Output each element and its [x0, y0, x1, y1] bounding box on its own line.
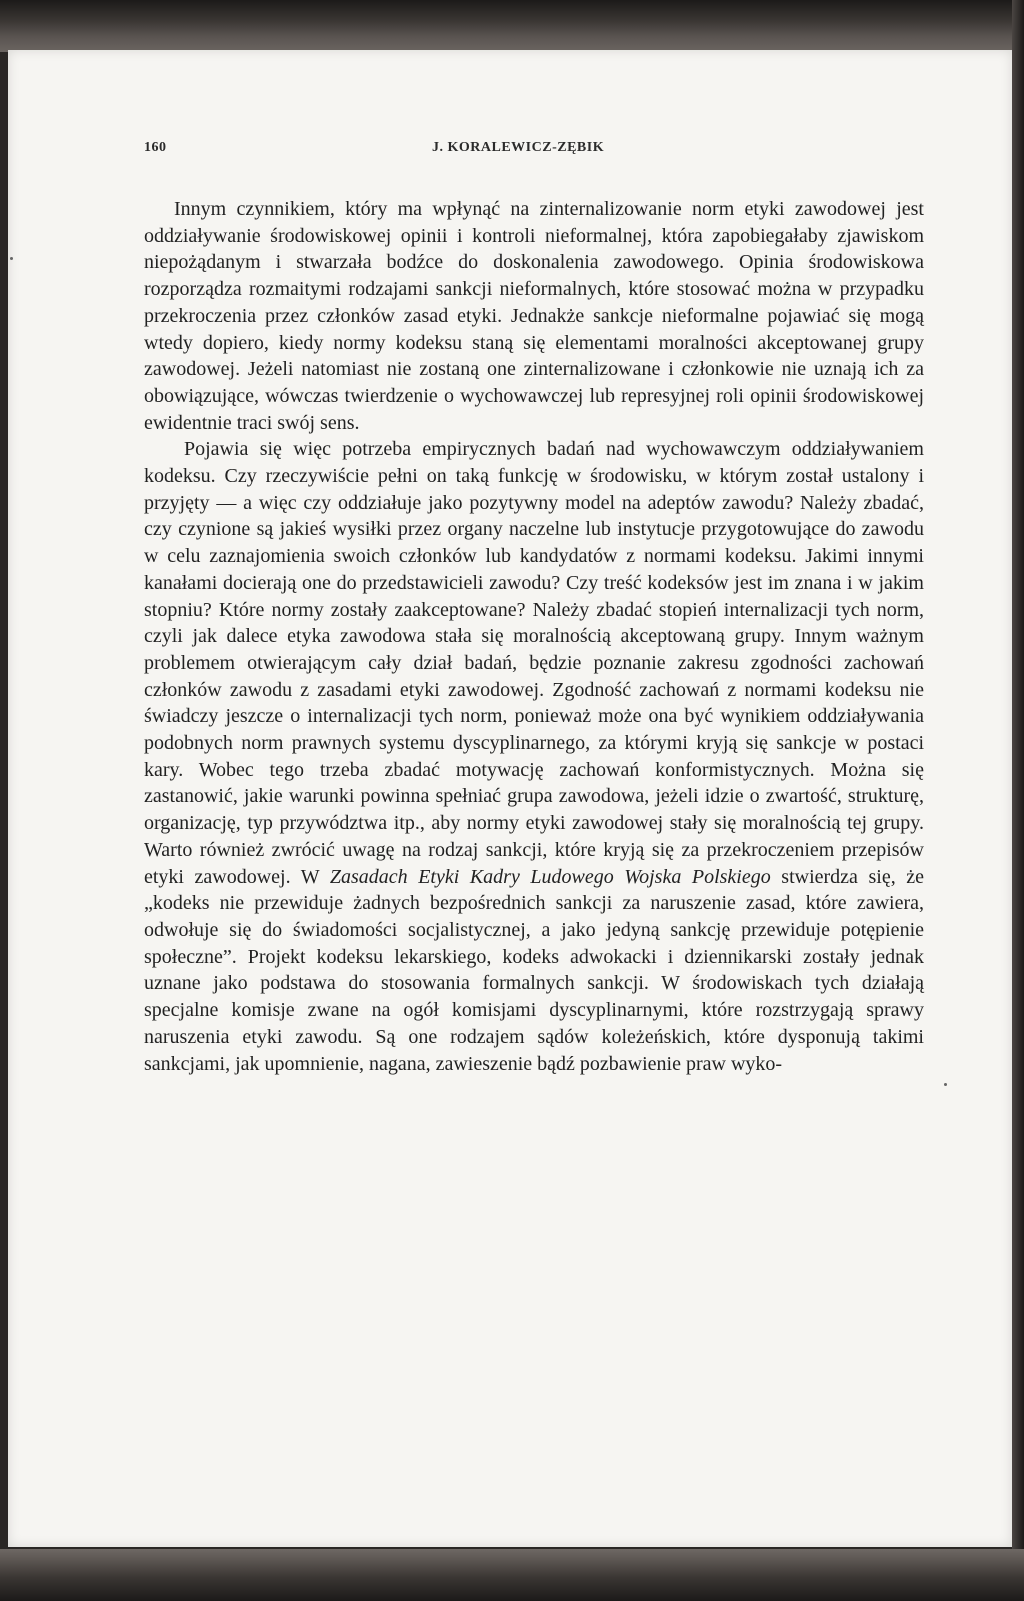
italic-title: Zasadach Etyki Kadry Ludowego Wojska Polskiego — [329, 865, 771, 888]
text-run: Pojawia się więc potrzeba empirycznych badań nad wychowawczym oddziaływaniem kodeksu. Czy rzeczywiście pełni on taką funkcję w środowisku, w którym został ustalony i przyjęty — a więc czy oddziałuje jako pozytywny model na adeptów zawodu? Należy zbadać, czy czynione są jakieś wysiłki przez organy naczelne lub instytucje przygotowujące do zawodu w celu zaznajomienia swoich członków lub kandydatów z normami kodeksu. Jakimi innymi kanałami docierają one do przedstawicieli zawodu? Czy treść kodeksów jest im znana i w jakim stopniu? Które normy zostały zaakceptowane? Należy zbadać stopień internalizacji tych norm, czyli jak dalece etyka zawodowa stała się moralnością akceptowaną grupy. Innym ważnym problemem otwierającym cały dział badań, będzie poznanie zakresu zgodności zachowań członków zawodu z zasadami etyki zawodowej. Zgodność zachowań z normami kodeksu nie świadczy jeszcze o internalizacji tych norm, ponieważ może ona być wynikiem oddziaływania podobnych norm prawnych systemu dyscyplinarnego, za którymi kryją się sankcje w postaci kary. Wobec tego trzeba zbadać motywację zachowań konformistycznych. Można się zastanowić, jakie warunki powinna spełniać grupa zawodowa, jeżeli idzie o zwartość, strukturę, organizację, typ przywództwa itp., aby normy etyki zawodowej stały się moralnością tej grupy. Warto również zwrócić uwagę na rodzaj sankcji, które kryją się za przekroczeniem przepisów etyki zawodowej. W — [144, 438, 924, 888]
scan-top-border — [0, 0, 1024, 52]
margin-speck — [10, 257, 13, 260]
page-header — [144, 140, 924, 166]
page-number: 160 — [144, 140, 167, 155]
text-run: stwierdza się, że „kodeks nie przewiduje żadnych bezpośrednich sankcji za naruszenie zasad, które zawiera, odwołuje się do świadomości socjalistycznej, a jako jedyną sankcję przewiduje potępienie społeczne”. Projekt kodeksu lekarskiego, kodeks adwokacki i dziennikarski zostały jednak uznane jako podstawa do stosowania formalnych sankcji. W środowiskach tych działają specjalne komisje zwane na ogół komisjami dyscyplinarnymi, które rozstrzygają sprawy naruszenia etyki zawodu. Są one rodzajem sądów koleżeńskich, które dysponują takimi sankcjami, jak upomnienie, nagana, zawieszenie bądź pozbawienie praw wyko- — [144, 865, 925, 1075]
scan-right-border — [1012, 0, 1024, 1601]
paragraph — [144, 436, 924, 1077]
text-run: Innym czynnikiem, który ma wpłynąć na zinternalizowanie norm etyki zawodowej jest oddziaływanie środowiskowej opinii i kontroli nieformalnej, która zapobiegałaby zjawiskom niepożądanym i stwarzała bodźce do doskonalenia zawodowego. Opinia środowiskowa rozporządza rozmaitymi rodzajami sankcji nieformalnych, które stosować można w przypadku przekroczenia przez członków zasad etyki. Jednakże sankcje nieformalne pojawiać się mogą wtedy dopiero, kiedy normy kodeksu staną się elementami moralności akceptowanej grupy zawodowej. Jeżeli natomiast nie zostaną one zinternalizowane i członkowie nie uznają ich za obowiązujące, wówczas twierdzenie o wychowawczej lub represyjnej roli opinii środowiskowej ewidentnie traci swój sens. — [144, 198, 924, 434]
margin-speck — [944, 1083, 947, 1086]
book-page — [8, 50, 1012, 1547]
body-text — [144, 196, 924, 1077]
paragraph — [144, 196, 924, 436]
running-head-author: J. KORALEWICZ-ZĘBIK — [432, 140, 605, 155]
scan-bottom-border — [0, 1549, 1024, 1601]
